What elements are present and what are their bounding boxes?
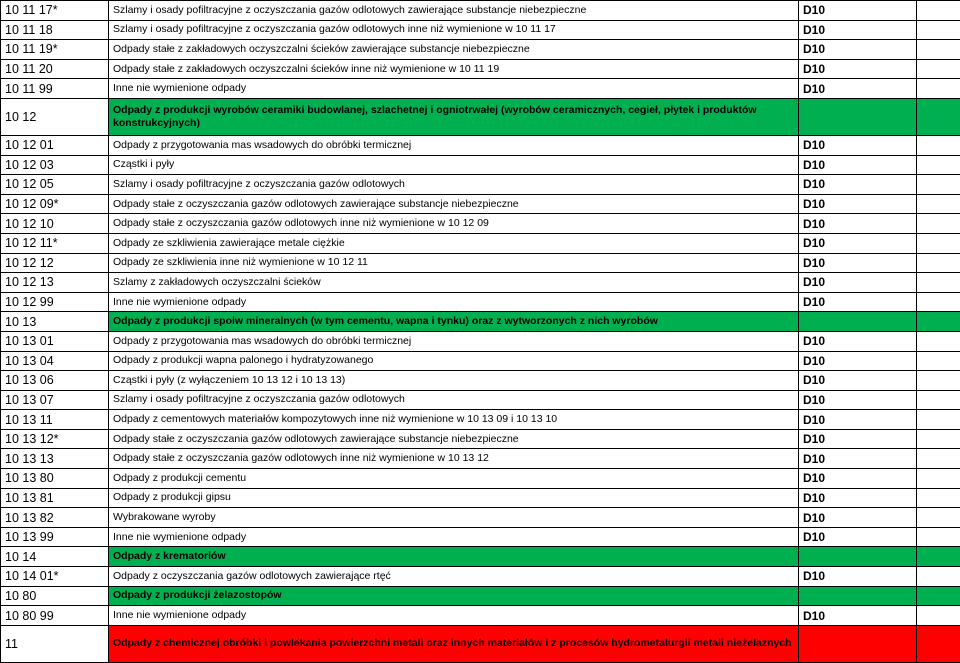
waste-description-cell: Odpady z produkcji cementu [109,469,799,489]
waste-description-cell: Inne nie wymienione odpady [109,292,799,312]
table-row [1,606,960,626]
empty-cell [917,155,960,175]
disposal-code-cell [799,586,917,606]
empty-cell [917,371,960,391]
waste-code-cell: 10 12 13 [1,273,109,293]
waste-description-cell: Szlamy z zakładowych oczyszczalni ścieków [109,273,799,293]
disposal-code-cell: D10 [799,175,917,195]
waste-description-cell: Szlamy i osady pofiltracyjne z oczyszczania gazów odlotowych [109,175,799,195]
empty-cell [917,547,960,567]
empty-cell [917,331,960,351]
waste-code-cell: 11 [1,625,109,662]
table-row [1,20,960,40]
table-row [1,527,960,547]
disposal-code-cell: D10 [799,469,917,489]
empty-cell [917,59,960,79]
empty-cell [917,508,960,528]
waste-description-cell: Cząstki i pyły [109,155,799,175]
waste-code-cell: 10 80 99 [1,606,109,626]
waste-description-cell: Odpady ze szkliwienia zawierające metale ciężkie [109,233,799,253]
waste-description-cell: Odpady z krematoriów [109,547,799,567]
waste-description-cell: Odpady stałe z zakładowych oczyszczalni ścieków inne niż wymienione w 10 11 19 [109,59,799,79]
waste-description-cell: Szlamy i osady pofiltracyjne z oczyszczania gazów odlotowych inne niż wymienione w 10 11 17 [109,20,799,40]
empty-cell [917,273,960,293]
waste-code-cell: 10 12 [1,98,109,135]
table-row [1,59,960,79]
disposal-code-cell: D10 [799,449,917,469]
disposal-code-cell: D10 [799,79,917,99]
waste-code-cell: 10 14 [1,547,109,567]
disposal-code-cell: D10 [799,410,917,430]
waste-code-cell: 10 12 01 [1,135,109,155]
empty-cell [917,1,960,21]
waste-code-cell: 10 12 09* [1,194,109,214]
empty-cell [917,175,960,195]
waste-code-cell: 10 11 19* [1,40,109,60]
table-row [1,410,960,430]
waste-description-cell: Inne nie wymienione odpady [109,527,799,547]
empty-cell [917,292,960,312]
waste-description-cell: Odpady stałe z oczyszczania gazów odlotowych inne niż wymienione w 10 13 12 [109,449,799,469]
table-row [1,567,960,587]
empty-cell [917,410,960,430]
table-row [1,469,960,489]
disposal-code-cell: D10 [799,1,917,21]
table-row [1,253,960,273]
empty-cell [917,527,960,547]
category-row [1,625,960,662]
waste-code-cell: 10 12 10 [1,214,109,234]
empty-cell [917,586,960,606]
table-row [1,40,960,60]
waste-description-cell: Odpady z produkcji wapna palonego i hydratyzowanego [109,351,799,371]
table-row [1,79,960,99]
empty-cell [917,20,960,40]
empty-cell [917,98,960,135]
waste-code-cell: 10 11 18 [1,20,109,40]
disposal-code-cell: D10 [799,429,917,449]
empty-cell [917,40,960,60]
waste-code-cell: 10 12 05 [1,175,109,195]
table-row [1,233,960,253]
table-row [1,1,960,21]
category-row [1,98,960,135]
disposal-code-cell [799,312,917,332]
waste-description-cell: Cząstki i pyły (z wyłączeniem 10 13 12 i 10 13 13) [109,371,799,391]
disposal-code-cell: D10 [799,606,917,626]
waste-description-cell: Odpady stałe z oczyszczania gazów odlotowych zawierające substancje niebezpieczne [109,429,799,449]
disposal-code-cell: D10 [799,508,917,528]
disposal-code-cell: D10 [799,488,917,508]
table-row [1,175,960,195]
disposal-code-cell: D10 [799,20,917,40]
waste-code-cell: 10 13 01 [1,331,109,351]
waste-code-cell: 10 13 99 [1,527,109,547]
waste-description-cell: Odpady z produkcji spoiw mineralnych (w tym cementu, wapna i tynku) oraz z wytworzonych z nich wyrobów [109,312,799,332]
waste-description-cell: Szlamy i osady pofiltracyjne z oczyszczania gazów odlotowych zawierające substancje niebezpieczne [109,1,799,21]
waste-description-cell: Inne nie wymienione odpady [109,606,799,626]
waste-code-cell: 10 13 80 [1,469,109,489]
waste-description-cell: Szlamy i osady pofiltracyjne z oczyszczania gazów odlotowych [109,390,799,410]
disposal-code-cell: D10 [799,155,917,175]
empty-cell [917,214,960,234]
disposal-code-cell: D10 [799,390,917,410]
table-row [1,371,960,391]
waste-code-cell: 10 12 12 [1,253,109,273]
waste-code-cell: 10 11 99 [1,79,109,99]
waste-code-cell: 10 13 07 [1,390,109,410]
disposal-code-cell [799,98,917,135]
waste-code-cell: 10 13 11 [1,410,109,430]
waste-code-cell: 10 12 11* [1,233,109,253]
waste-code-cell: 10 14 01* [1,567,109,587]
disposal-code-cell: D10 [799,567,917,587]
category-row [1,547,960,567]
waste-code-cell: 10 13 82 [1,508,109,528]
waste-description-cell: Odpady ze szkliwienia inne niż wymienione w 10 12 11 [109,253,799,273]
waste-description-cell: Odpady stałe z oczyszczania gazów odlotowych zawierające substancje niebezpieczne [109,194,799,214]
empty-cell [917,449,960,469]
table-row [1,390,960,410]
waste-code-cell: 10 13 13 [1,449,109,469]
waste-code-cell: 10 11 20 [1,59,109,79]
waste-description-cell: Odpady stałe z zakładowych oczyszczalni ścieków zawierające substancje niebezpieczne [109,40,799,60]
table-row [1,429,960,449]
table-row [1,331,960,351]
empty-cell [917,79,960,99]
waste-description-cell: Odpady z produkcji wyrobów ceramiki budowlanej, szlachetnej i ogniotrwałej (wyrobów ceramicznych, cegieł, płytek i produktów konstrukcyjnych) [109,98,799,135]
waste-description-cell: Odpady z przygotowania mas wsadowych do obróbki termicznej [109,135,799,155]
empty-cell [917,194,960,214]
disposal-code-cell: D10 [799,59,917,79]
empty-cell [917,312,960,332]
table-row [1,292,960,312]
waste-code-cell: 10 13 04 [1,351,109,371]
waste-description-cell: Odpady stałe z oczyszczania gazów odlotowych inne niż wymienione w 10 12 09 [109,214,799,234]
table-row [1,194,960,214]
waste-description-cell: Inne nie wymienione odpady [109,79,799,99]
disposal-code-cell: D10 [799,527,917,547]
disposal-code-cell [799,625,917,662]
waste-code-cell: 10 12 03 [1,155,109,175]
waste-description-cell: Odpady z oczyszczania gazów odlotowych zawierające rtęć [109,567,799,587]
disposal-code-cell: D10 [799,273,917,293]
category-row [1,312,960,332]
disposal-code-cell: D10 [799,292,917,312]
empty-cell [917,469,960,489]
waste-code-cell: 10 13 81 [1,488,109,508]
empty-cell [917,567,960,587]
empty-cell [917,253,960,273]
waste-code-cell: 10 11 17* [1,1,109,21]
waste-description-cell: Odpady z produkcji gipsu [109,488,799,508]
table-body [1,1,960,663]
waste-description-cell: Odpady z cementowych materiałów kompozytowych inne niż wymienione w 10 13 09 i 10 13 10 [109,410,799,430]
waste-description-cell: Odpady z chemicznej obróbki i powlekania powierzchni metali oraz innych materiałów i z procesów hydrometalurgii metali nieżelaznych [109,625,799,662]
table-row [1,508,960,528]
disposal-code-cell [799,547,917,567]
disposal-code-cell: D10 [799,214,917,234]
table-row [1,155,960,175]
waste-code-cell: 10 13 [1,312,109,332]
waste-description-cell: Wybrakowane wyroby [109,508,799,528]
disposal-code-cell: D10 [799,135,917,155]
disposal-code-cell: D10 [799,253,917,273]
waste-description-cell: Odpady z przygotowania mas wsadowych do obróbki termicznej [109,331,799,351]
category-row [1,586,960,606]
waste-code-cell: 10 80 [1,586,109,606]
disposal-code-cell: D10 [799,194,917,214]
disposal-code-cell: D10 [799,371,917,391]
empty-cell [917,488,960,508]
table-row [1,214,960,234]
empty-cell [917,135,960,155]
table-row [1,351,960,371]
empty-cell [917,351,960,371]
disposal-code-cell: D10 [799,233,917,253]
empty-cell [917,233,960,253]
empty-cell [917,625,960,662]
empty-cell [917,606,960,626]
empty-cell [917,429,960,449]
waste-code-cell: 10 13 12* [1,429,109,449]
table-row [1,488,960,508]
empty-cell [917,390,960,410]
table-row [1,449,960,469]
table-row [1,273,960,293]
waste-description-cell: Odpady z produkcji żelazostopów [109,586,799,606]
table-row [1,135,960,155]
disposal-code-cell: D10 [799,331,917,351]
disposal-code-cell: D10 [799,351,917,371]
disposal-code-cell: D10 [799,40,917,60]
waste-code-cell: 10 12 99 [1,292,109,312]
waste-code-cell: 10 13 06 [1,371,109,391]
